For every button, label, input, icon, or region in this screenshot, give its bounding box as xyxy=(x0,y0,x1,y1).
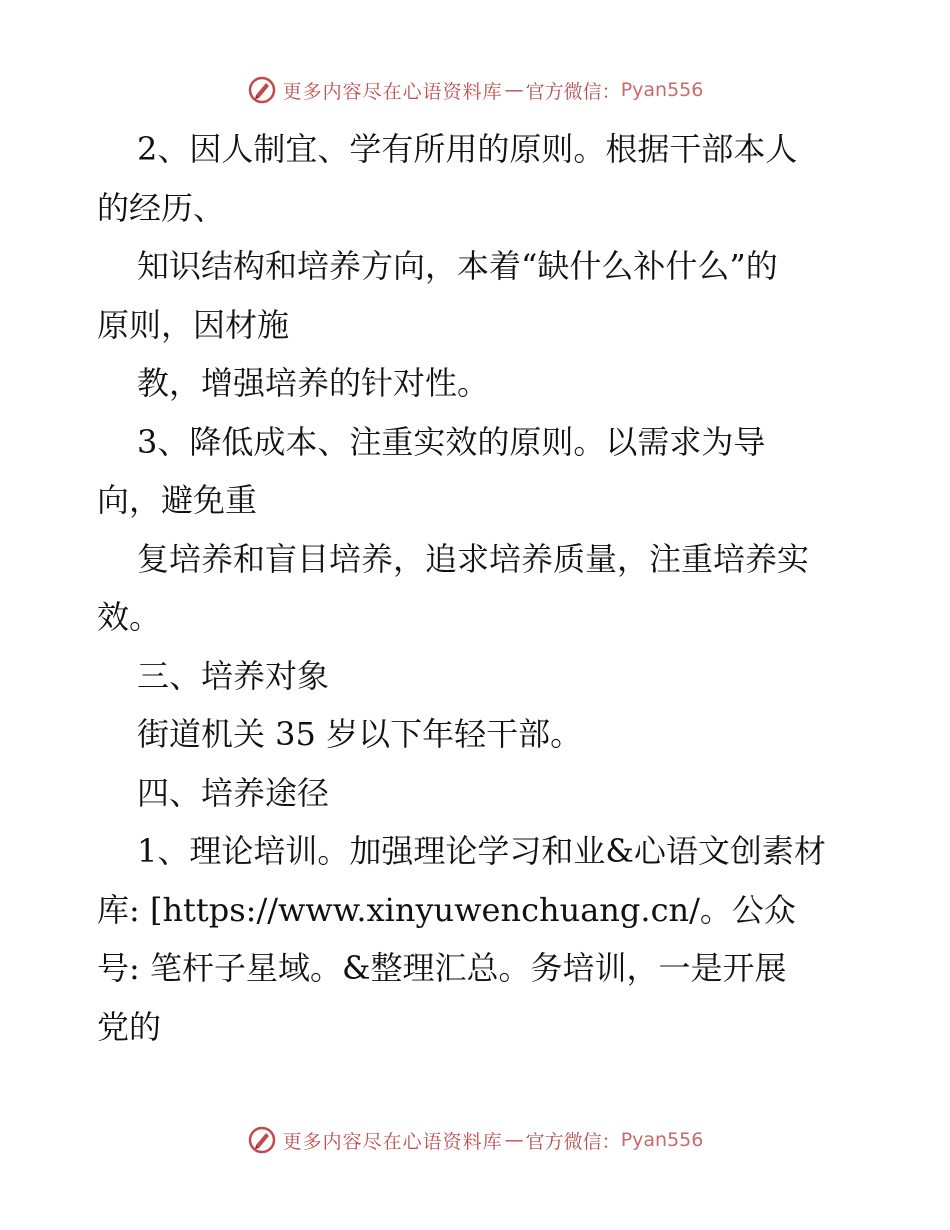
pen-logo-icon xyxy=(247,75,277,105)
watermark-main-text: 更多内容尽在心语资料库 xyxy=(282,80,503,103)
text-line: 四、培养途径 xyxy=(137,773,330,812)
header-watermark xyxy=(0,70,950,110)
text-line: 库: [https://www.xinyuwenchuang.cn/。公众 xyxy=(97,890,796,929)
watermark-wechat-id: Pyan556 xyxy=(620,1129,704,1151)
watermark-main-text: 更多内容尽在心语资料库 xyxy=(282,1130,503,1153)
text-line: 向，避免重 xyxy=(97,481,258,519)
watermark-official-label: 官方微信： xyxy=(525,80,621,103)
text-line: 2、因人制宜、学有所用的原则。根据干部本人 xyxy=(137,130,798,168)
watermark-wechat-id: Pyan556 xyxy=(620,79,704,101)
text-line: 效。 xyxy=(97,598,162,636)
text-line: 复培养和盲目培养，追求培养质量，注重培养实 xyxy=(137,539,810,578)
text-line: 号: 笔杆子星域。&整理汇总。务培训，一是开展 xyxy=(97,949,787,987)
text-line: 党的 xyxy=(97,1007,162,1046)
text-line: 的经历、 xyxy=(97,188,226,227)
footer-watermark xyxy=(0,1120,950,1160)
text-line: 3、降低成本、注重实效的原则。以需求为导 xyxy=(137,422,766,461)
watermark-official-label: 官方微信： xyxy=(525,1130,621,1153)
document-body xyxy=(97,120,857,1056)
text-line: 原则，因材施 xyxy=(97,305,290,344)
text-line: 三、培养对象 xyxy=(137,656,330,695)
text-line: 教，增强培养的针对性。 xyxy=(137,364,490,402)
text-line: 街道机关 35 岁以下年轻干部。 xyxy=(137,715,583,753)
watermark-dash: — xyxy=(504,79,524,101)
watermark-dash: — xyxy=(504,1129,524,1151)
text-line: 1、理论培训。加强理论学习和业&心语文创素材 xyxy=(137,832,826,870)
text-line: 知识结构和培养方向，本着“缺什么补什么”的 xyxy=(137,247,778,285)
pen-logo-icon xyxy=(247,1125,277,1155)
